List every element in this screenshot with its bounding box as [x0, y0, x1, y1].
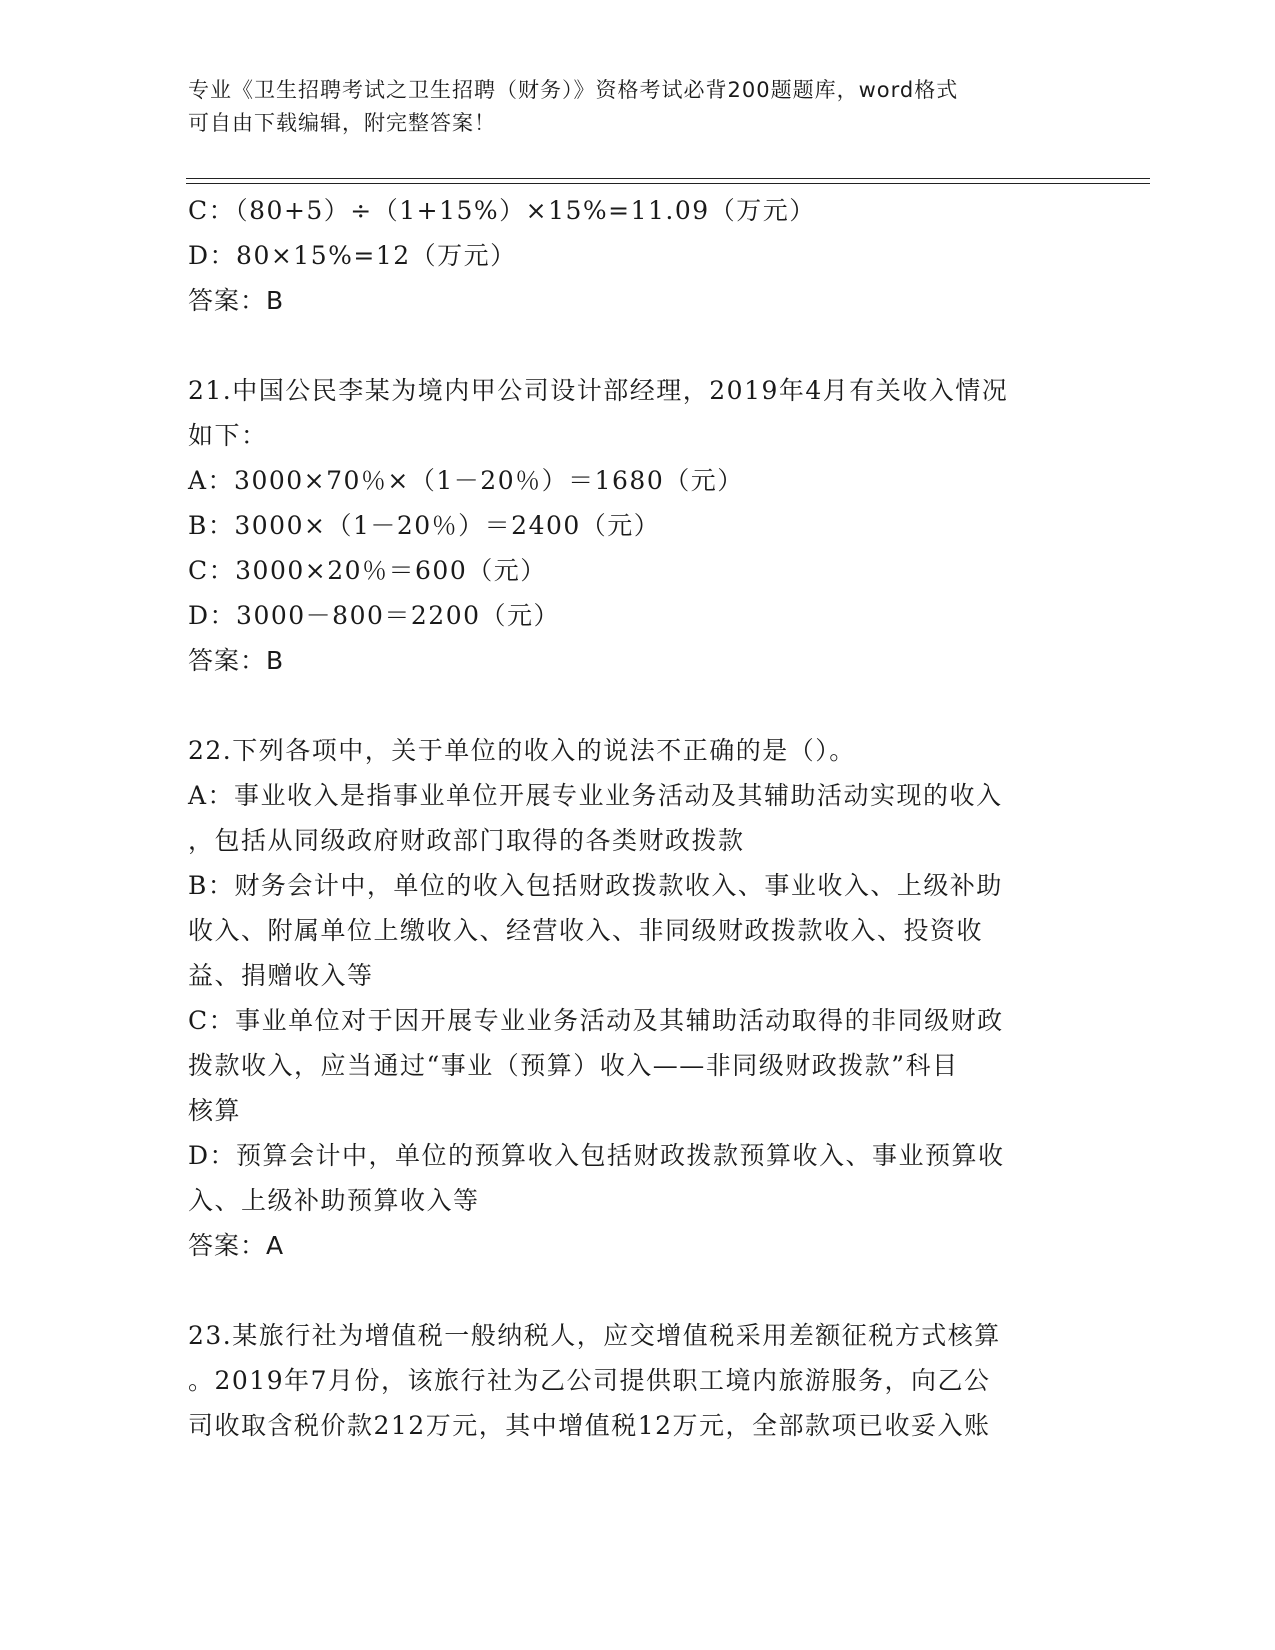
question-stem: 23.某旅行社为增值税一般纳税人，应交增值税采用差额征税方式核算: [188, 1321, 1001, 1350]
header-title-line-1: 专业《卫生招聘考试之卫生招聘（财务）》资格考试必背200题题库，word格式: [188, 78, 959, 102]
option-b-cont: 收入、附属单位上缴收入、经营收入、非同级财政拨款收入、投资收: [188, 916, 984, 945]
answer: 答案：A: [188, 1231, 285, 1260]
option-c-cont: 核算: [188, 1096, 242, 1125]
header-divider-top: [186, 178, 1150, 179]
question-stem: 22.下列各项中，关于单位的收入的说法不正确的是（）。: [188, 736, 856, 765]
option-c: C：事业单位对于因开展专业业务活动及其辅助活动取得的非同级财政: [188, 1006, 1004, 1035]
question-stem: 21.中国公民李某为境内甲公司设计部经理，2019年4月有关收入情况: [188, 376, 1009, 405]
document-body: [188, 188, 1088, 1448]
option-a-cont: ，包括从同级政府财政部门取得的各类财政拨款: [188, 826, 745, 855]
question-stem-cont: 。2019年7月份，该旅行社为乙公司提供职工境内旅游服务，向乙公: [188, 1366, 991, 1395]
header-title-line-2: 可自由下载编辑，附完整答案！: [188, 111, 496, 135]
option-d: D：预算会计中，单位的预算收入包括财政拨款预算收入、事业预算收: [188, 1141, 1005, 1170]
answer: 答案：B: [188, 646, 285, 675]
question-stem-cont: 如下：: [188, 421, 268, 450]
option-d: D：3000－800＝2200（元）: [188, 601, 561, 630]
question-21: [188, 368, 1088, 683]
option-a: A：3000×70％×（1－20％）＝1680（元）: [188, 466, 744, 495]
header-divider-bottom: [186, 183, 1150, 184]
option-a: A：事业收入是指事业单位开展专业业务活动及其辅助活动实现的收入: [188, 781, 1003, 810]
question-22: [188, 728, 1088, 1268]
question-23: [188, 1313, 1088, 1448]
answer: 答案：B: [188, 286, 285, 315]
option-b: B：财务会计中，单位的收入包括财政拨款收入、事业收入、上级补助: [188, 871, 1003, 900]
document-header: [188, 74, 1068, 140]
option-d-cont: 入、上级补助预算收入等: [188, 1186, 480, 1215]
option-c-cont: 拨款收入，应当通过“事业（预算）收入——非同级财政拨款”科目: [188, 1051, 959, 1080]
option-c: C：（80+5）÷（1+15%）×15%=11.09（万元）: [188, 196, 816, 225]
question-stem-cont: 司收取含税价款212万元，其中增值税12万元，全部款项已收妥入账: [188, 1411, 991, 1440]
option-c: C：3000×20％＝600（元）: [188, 556, 547, 585]
option-b: B：3000×（1－20％）＝2400（元）: [188, 511, 661, 540]
question-20-tail: [188, 188, 1088, 323]
option-d: D：80×15%=12（万元）: [188, 241, 517, 270]
option-b-cont: 益、捐赠收入等: [188, 961, 374, 990]
